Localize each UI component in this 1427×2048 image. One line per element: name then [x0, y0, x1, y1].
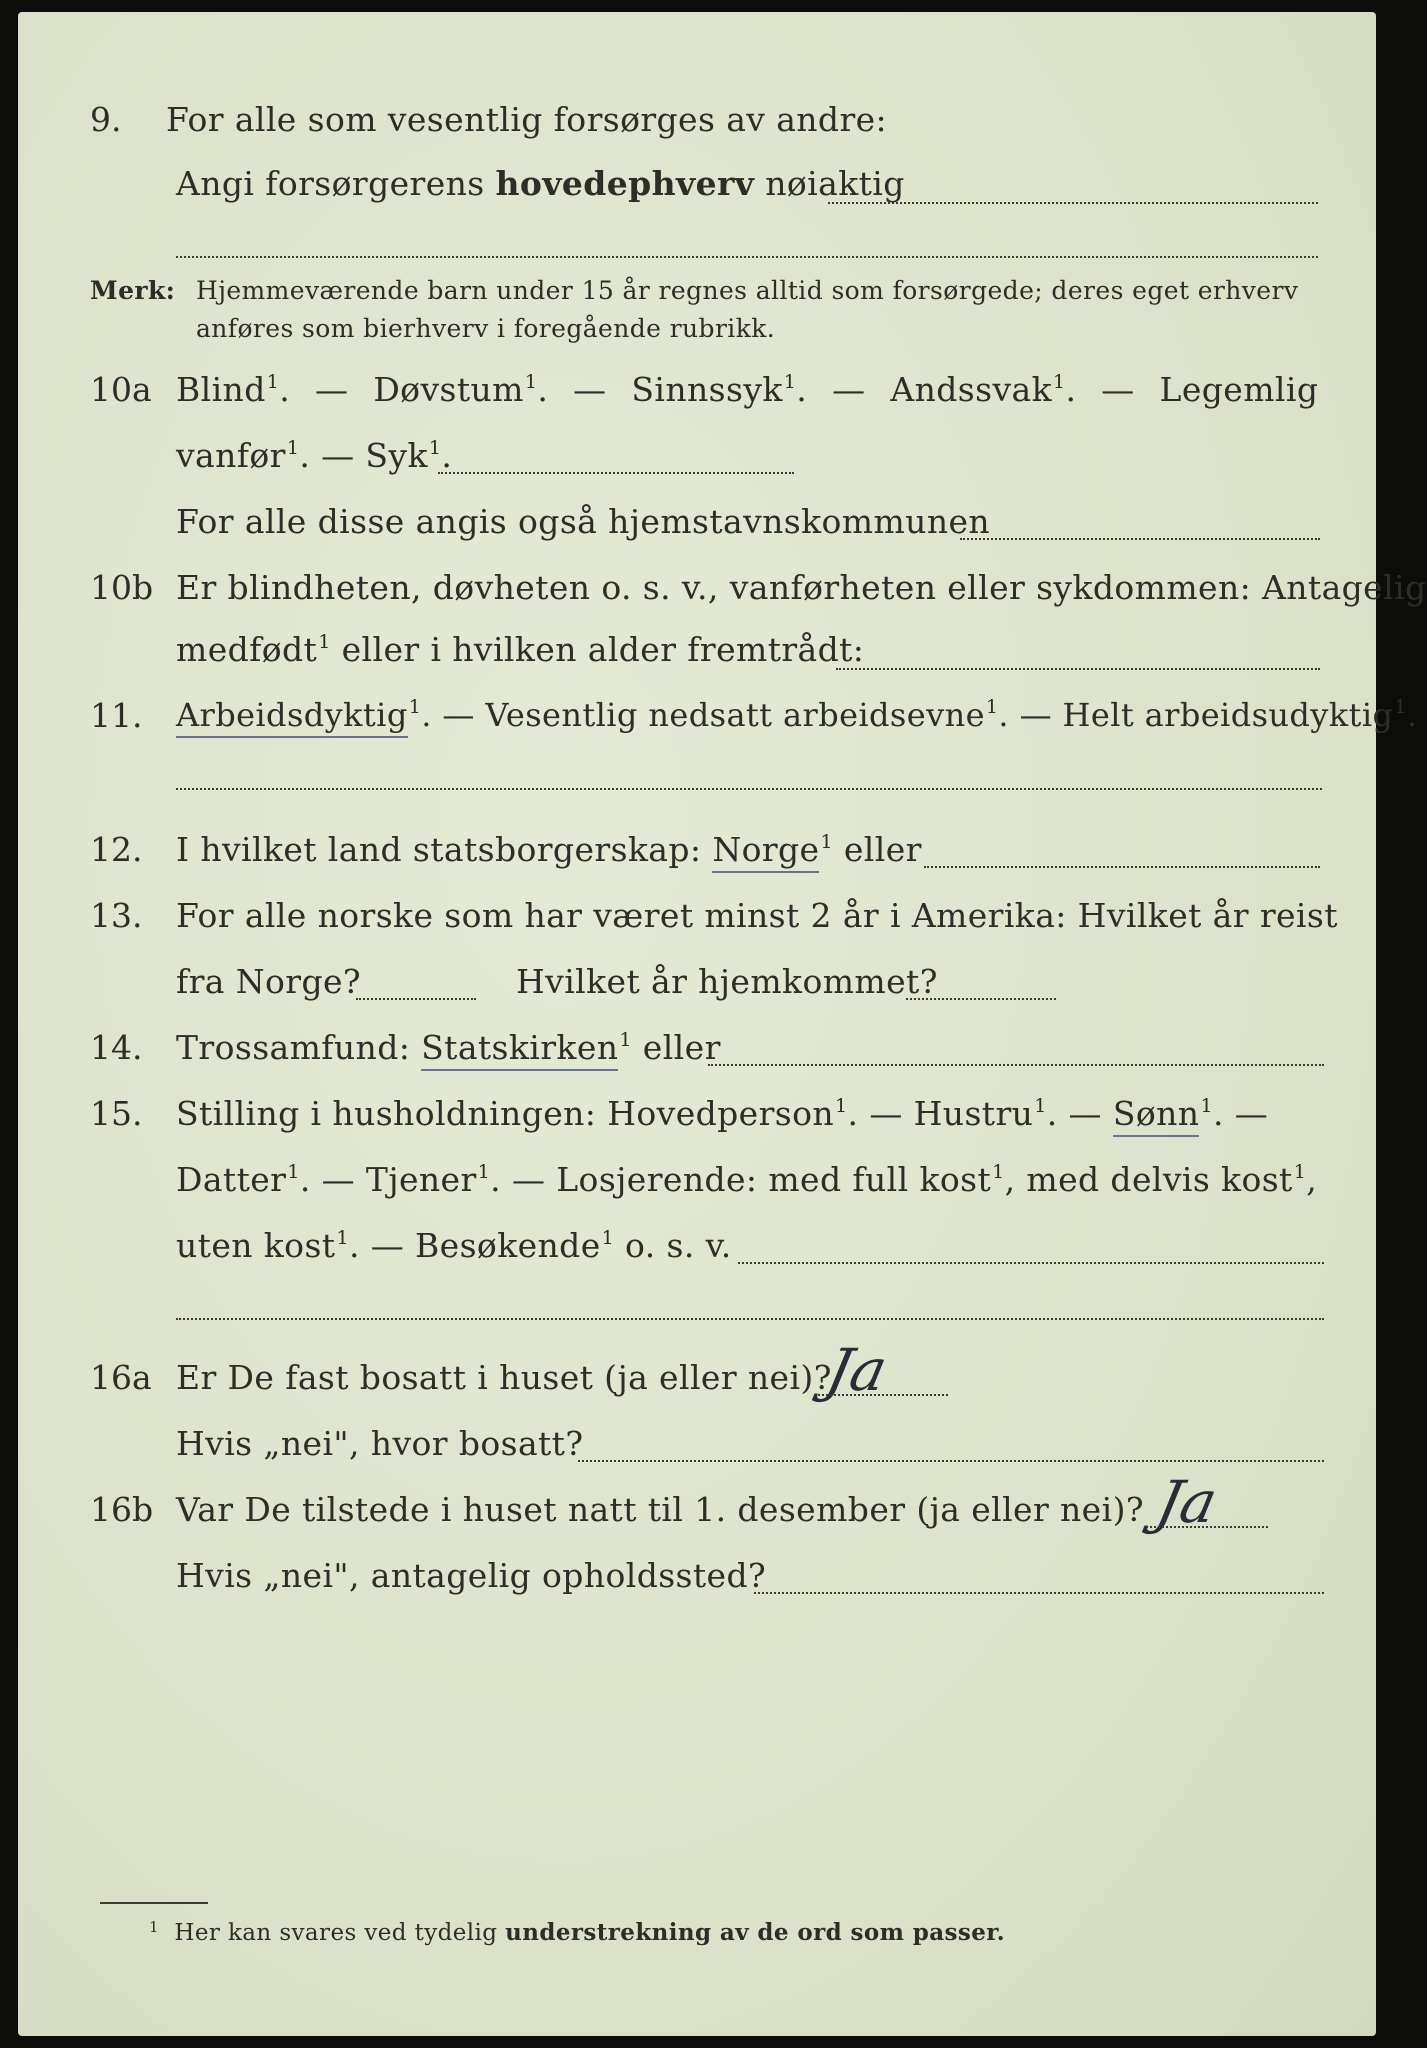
option-tjener[interactable]: . — Tjener [299, 1160, 477, 1199]
option-arbeidsudyktig[interactable]: — Helt arbeidsudyktig [1019, 696, 1394, 734]
footnote-text-bold: understrekning av de ord som passer. [505, 1919, 1006, 1946]
answer-line-13-reist[interactable] [356, 996, 476, 1000]
merk-line-1: Hjemmeværende barn under 15 år regnes alltid som forsørgede; deres eget erhverv [196, 276, 1299, 305]
handwritten-answer-16a: Ja [820, 1336, 894, 1404]
answer-line-16a[interactable] [818, 1392, 948, 1396]
answer-line-13-hjemkommet[interactable] [906, 996, 1056, 1000]
handwritten-answer-16b: Ja [1150, 1468, 1224, 1536]
question-13-number: 13. [90, 896, 143, 935]
answer-line-11[interactable] [176, 786, 1322, 790]
question-15-line-1: Stilling i husholdningen: Hovedperson$^1$. — Hustru$^1$. — Sønn$^1$. — [176, 1094, 1268, 1133]
question-13-line-2b: Hvilket år hjemkommet? [516, 962, 938, 1001]
question-12-text: I hvilket land statsborgerskap: [176, 830, 713, 869]
question-9-line-1: For alle som vesentlig forsørges av andre: [166, 100, 888, 139]
answer-line-10a-syk[interactable] [438, 470, 794, 474]
option-dovstum[interactable]: — Døvstum [315, 370, 524, 409]
question-12-line: I hvilket land statsborgerskap: Norge$^1$ eller [176, 830, 922, 869]
option-datter[interactable]: Datter [176, 1160, 287, 1199]
option-hovedperson[interactable]: Stilling i husholdningen: Hovedperson [176, 1094, 835, 1133]
census-form-page [18, 12, 1427, 2036]
option-arbeidsdyktig[interactable]: Arbeidsdyktig [176, 696, 408, 738]
footnote-divider [100, 1902, 208, 1904]
answer-line-16b-opholdssted[interactable] [754, 1590, 1324, 1594]
option-besokende[interactable]: . — Besøkende [348, 1226, 601, 1265]
question-10a-line-2: vanfør$^1$. — Syk$^1$. [176, 436, 453, 475]
answer-line-14[interactable] [708, 1062, 1324, 1066]
question-10b-number: 10b [90, 568, 154, 607]
question-9-bold-word: hovedерhverv [495, 164, 755, 203]
option-uten-kost[interactable]: uten kost [176, 1226, 336, 1265]
question-15-separator: . — [1046, 1094, 1113, 1133]
footnote [148, 1918, 1005, 1946]
option-blind[interactable]: Blind [176, 370, 266, 409]
option-hustru[interactable]: . — Hustru [847, 1094, 1034, 1133]
question-15-separator-end: . — [1212, 1094, 1269, 1133]
question-14-line: Trossamfund: Statskirken$^1$ eller [176, 1028, 721, 1067]
question-15-comma: , [1306, 1160, 1318, 1199]
answer-line-12[interactable] [924, 864, 1320, 868]
question-9-text-end: nøiaktig [754, 164, 905, 203]
option-syk[interactable]: — Syk [321, 436, 428, 475]
question-15-line-2: Datter$^1$. — Tjener$^1$. — Losjerende: med full kost$^1$, med delvis kost$^1$, [176, 1160, 1318, 1199]
question-14-text: Trossamfund: [176, 1028, 422, 1067]
answer-line-16a-bosatt[interactable] [578, 1458, 1324, 1462]
option-delvis-kost[interactable]: , med delvis kost [1004, 1160, 1293, 1199]
option-statskirken[interactable]: Statskirken [421, 1028, 618, 1071]
answer-line-10b[interactable] [836, 666, 1320, 670]
option-andssvak[interactable]: — Andssvak [832, 370, 1052, 409]
question-16b-line-2: Hvis „nei", antagelig opholdssted? [176, 1556, 767, 1595]
option-vanfor[interactable]: vanfør [176, 436, 286, 475]
question-10a-line-3: For alle disse angis også hjemstavnskommunen [176, 502, 991, 541]
question-15-number: 15. [90, 1094, 143, 1133]
question-15-osv: o. s. v. [614, 1226, 732, 1265]
merk-label: Merk: [90, 276, 176, 305]
answer-line-9a[interactable] [828, 200, 1318, 204]
footnote-text: Her kan svares ved tydelig [174, 1920, 506, 1946]
option-full-kost[interactable]: . — Losjerende: med full kost [490, 1160, 992, 1199]
question-14-number: 14. [90, 1028, 143, 1067]
option-sonn[interactable]: Sønn [1113, 1094, 1200, 1137]
question-15-line-3: uten kost$^1$. — Besøkende$^1$ o. s. v. [176, 1226, 732, 1265]
question-16a-line-1: Er De fast bosatt i huset (ja eller nei)? [176, 1358, 832, 1397]
question-10b-line-1: Er blindheten, døvheten o. s. v., vanførheten eller sykdommen: Antagelig [176, 568, 1427, 607]
question-13-line-1: For alle norske som har været minst 2 år i Amerika: Hvilket år reist [176, 896, 1338, 935]
merk-line-2: anføres som bierhverv i foregående rubrikk. [196, 314, 776, 343]
option-medfodt[interactable]: medfødt [176, 630, 318, 669]
answer-line-15a[interactable] [738, 1260, 1324, 1264]
answer-line-9b[interactable] [176, 254, 1318, 258]
question-14-text-end: eller [631, 1028, 721, 1067]
question-10b-line-2: medfødt$^1$ eller i hvilken alder fremtrådt: [176, 630, 865, 669]
answer-line-10a-kommune[interactable] [960, 536, 1320, 540]
option-nedsatt-arbeidsevne[interactable]: — Vesentlig nedsatt arbeidsevne [442, 696, 985, 734]
option-legemlig[interactable]: — Legemlig [1101, 370, 1319, 409]
question-13-line-2a: fra Norge? [176, 962, 362, 1001]
answer-line-15b[interactable] [176, 1316, 1324, 1320]
question-16a-line-2: Hvis „nei", hvor bosatt? [176, 1424, 584, 1463]
question-12-text-end: eller [832, 830, 922, 869]
question-11-number: 11. [90, 696, 143, 735]
option-sinnssyk[interactable]: — Sinnssyk [573, 370, 783, 409]
question-16a-number: 16a [90, 1358, 152, 1397]
option-norge[interactable]: Norge [712, 830, 819, 873]
question-16b-line-1: Var De tilstede i huset natt til 1. desember (ja eller nei)? [176, 1490, 1144, 1529]
question-10a-number: 10a [90, 370, 152, 409]
question-9-text: Angi forsørgerens [176, 164, 496, 203]
footnote-mark: 1 [149, 1918, 159, 1936]
question-10b-text: eller i hvilken alder fremtrådt: [330, 630, 865, 669]
question-9-number: 9. [90, 100, 122, 139]
question-12-number: 12. [90, 830, 143, 869]
question-16b-number: 16b [90, 1490, 154, 1529]
question-10a-line-1: Blind$^1$. — Døvstum$^1$. — Sinnssyk$^1$. — Andssvak$^1$. — Legemlig [176, 370, 1319, 409]
question-9-line-2 [176, 164, 905, 203]
question-11-line-1: Arbeidsdyktig$^1$. — Vesentlig nedsatt arbeidsevne$^1$. — Helt arbeidsudyktig$^1$. [176, 696, 1417, 734]
answer-line-16b[interactable] [1146, 1524, 1268, 1528]
